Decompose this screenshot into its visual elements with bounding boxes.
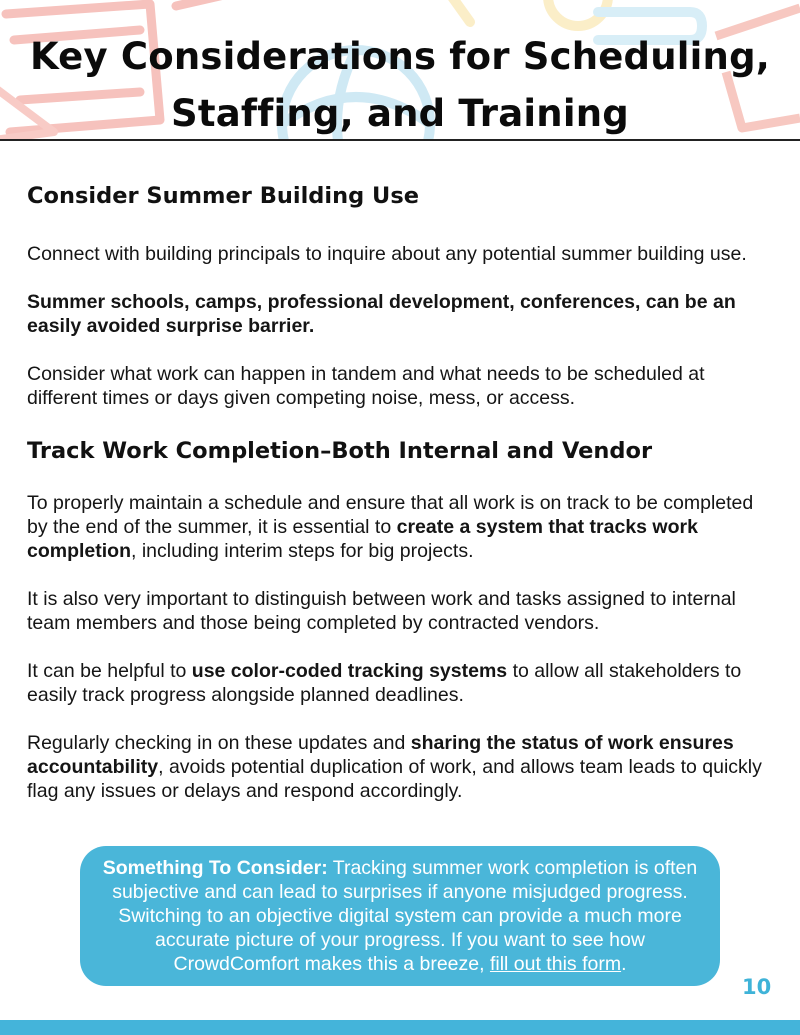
fill-out-form-link[interactable]: fill out this form <box>489 953 622 975</box>
main-content <box>27 180 779 803</box>
page-title <box>0 28 800 142</box>
paragraph-connect-principals: Connect with building principals to inquire about any potential summer building use. <box>27 243 747 265</box>
paragraph-accountability: Regularly checking in on these updates and sharing the status of work ensures accountability, avoids potential duplication of work, and allows team leads to quickly flag any issues or delays and respond accordingly. <box>27 732 762 802</box>
bold-text: create a system that tracks work completion <box>27 516 698 562</box>
bold-text: sharing the status of work ensures accountability <box>27 732 734 778</box>
paragraph-surprise-barrier <box>27 290 779 338</box>
paragraph-maintain-schedule: To properly maintain a schedule and ensure that all work is on track to be completed by the end of the summer, it is essential to create a system that tracks work completion, including interim steps for big projects. <box>27 492 754 562</box>
footer-bar <box>0 1020 800 1035</box>
title-line-1: Key Considerations for Scheduling, <box>29 35 771 78</box>
paragraph-internal-vs-vendor: It is also very important to distinguish between work and tasks assigned to internal team members and those being completed by contracted vendors. <box>27 588 736 634</box>
section-heading-building-use: Consider Summer Building Use <box>27 183 419 209</box>
title-divider <box>0 139 800 141</box>
title-line-2: Staffing, and Training <box>171 92 629 135</box>
callout-box <box>80 846 720 986</box>
paragraph-work-in-tandem: Consider what work can happen in tandem and what needs to be scheduled at different times or days given competing noise, mess, or access. <box>27 363 705 409</box>
yellow-doodle <box>450 0 608 26</box>
callout-text: Something To Consider: Tracking summer work completion is often subjective and can lead to surprises if anyone misjudged progress. Switching to an objective digital system can provide a much more accurate picture of your progress. If you want to see how CrowdComfort makes this a breeze, fill out this form. <box>102 857 698 975</box>
callout-label: Something To Consider: <box>102 857 328 879</box>
section-heading-track-work: Track Work Completion–Both Internal and Vendor <box>27 438 653 464</box>
paragraph-color-coded: It can be helpful to use color-coded tracking systems to allow all stakeholders to easily track progress alongside planned deadlines. <box>27 660 742 706</box>
bold-text: Summer schools, camps, professional development, conferences, can be an easily avoided surprise barrier. <box>27 291 736 337</box>
page-number: 10 <box>742 975 772 999</box>
bold-text: use color-coded tracking systems <box>191 660 508 682</box>
